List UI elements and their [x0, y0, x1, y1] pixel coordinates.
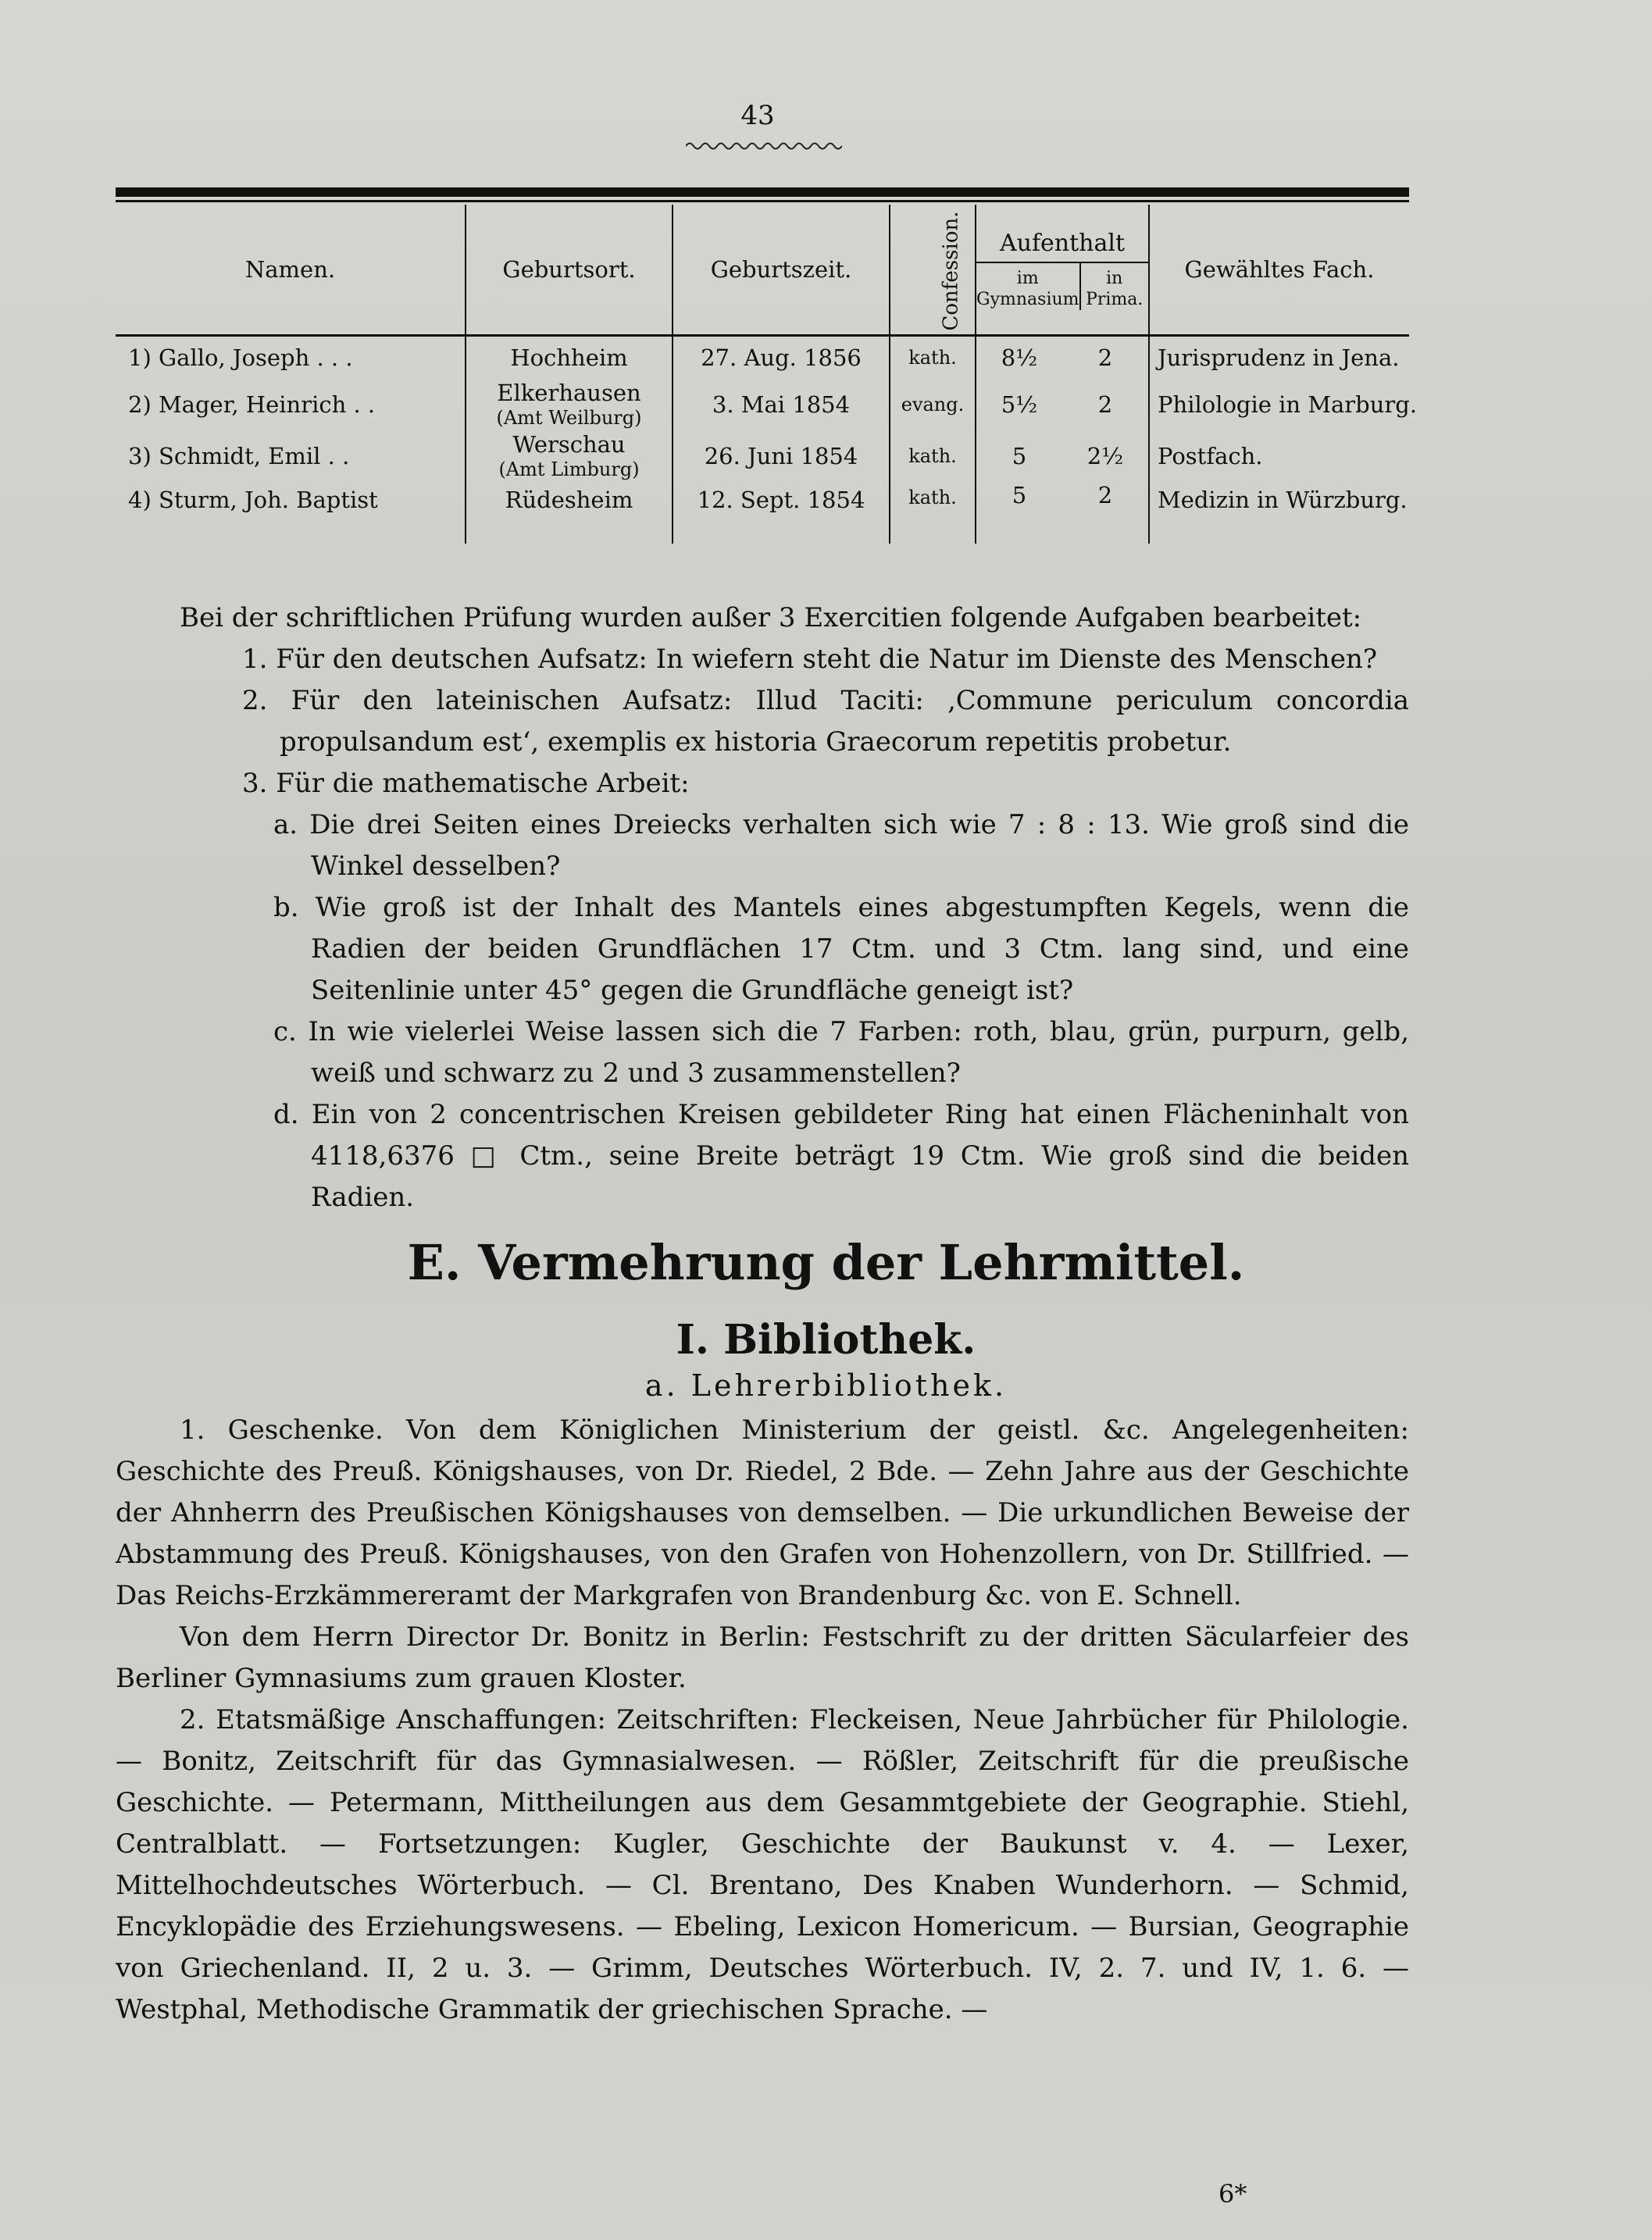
header-namen: Namen. — [116, 205, 466, 336]
header-in-prima: in Prima. — [1079, 263, 1148, 310]
cell-conf: kath. — [890, 482, 976, 544]
cell-prima: 2 — [1097, 344, 1113, 371]
table-top-rule-thin — [116, 200, 1409, 202]
exam-item-3d: d. Ein von 2 concentrischen Kreisen gebildeter Ring hat einen Flächeninhalt von 4118,6376 □ Ctm., seine Breite beträgt 19 Ctm. Wie groß sind die beiden Radien. — [273, 1099, 1409, 1213]
exam-item-3c: c. In wie vielerlei Weise lassen sich die 7 Farben: roth, blau, grün, purpurn, gelb, weiß und schwarz zu 2 und 3 zusammenstellen? — [273, 1016, 1409, 1089]
header-geburtszeit: Geburtszeit. — [673, 205, 890, 336]
cell-fach: Philologie in Marburg. — [1149, 379, 1409, 430]
cell-aufenthalt — [976, 482, 1149, 544]
cell-ort-main: Werschau — [512, 431, 626, 458]
cell-conf: kath. — [890, 336, 976, 380]
cell-prima: 2 — [1097, 482, 1113, 508]
cell-gym: 5 — [1012, 482, 1027, 508]
cell-ort — [466, 379, 673, 430]
table-top-rule — [116, 187, 1409, 197]
header-confession-text: Confession. — [939, 211, 963, 331]
cell-ort-main: Elkerhausen — [497, 380, 641, 406]
header-aufenthalt-label: Aufenthalt — [976, 230, 1148, 263]
cell-aufenthalt — [976, 430, 1149, 482]
cell-fach: Postfach. — [1149, 430, 1409, 482]
exam-item-3b: b. Wie groß ist der Inhalt des Mantels eines abgestumpften Kegels, wenn die Radien der beiden Grundflächen 17 Ctm. und 3 Ctm. lang sind, und eine Seitenlinie unter 45° gegen die Grundfläche geneigt ist? — [273, 892, 1409, 1006]
exam-item-1: 1. Für den deutschen Aufsatz: In wiefern steht die Natur im Dienste des Menschen? — [242, 644, 1378, 675]
exam-item-2: 2. Für den lateinischen Aufsatz: Illud Taciti: ‚Commune periculum concordia propulsandum est‘, exemplis ex historia Graecorum repetitis probetur. — [242, 685, 1409, 758]
table-row — [116, 482, 1409, 544]
cell-ort: Rüdesheim — [466, 482, 673, 544]
section-subsubheading: a. Lehrerbibliothek. — [644, 1368, 1008, 1403]
table-row — [116, 336, 1409, 380]
cell-aufenthalt — [976, 336, 1149, 380]
exam-section — [116, 597, 1409, 1218]
cell-name: 3) Schmidt, Emil . . — [128, 443, 350, 469]
library-para-2: Von dem Herrn Director Dr. Bonitz in Berlin: Festschrift zu der dritten Säcularfeier des Berliner Gymnasiums zum grauen Kloster. — [116, 1621, 1409, 1694]
cell-aufenthalt — [976, 379, 1149, 430]
library-para-3: 2. Etatsmäßige Anschaffungen: Zeitschriften: Fleckeisen, Neue Jahrbücher für Philologie. — Bonitz, Zeitschrift für das Gymnasialwesen. — Rößler, Zeitschrift für die preußische Geschichte. — Petermann, Mittheilungen aus dem Gesammtgebiete der Geographie. Stiehl, Centralblatt. — Fortsetzungen: Kugler, Geschichte der Baukunst v. 4. — Lexer, Mittelhochdeutsches Wörterbuch. — Cl. Brentano, Des Knaben Wunderhorn. — Schmid, Encyklopädie des Erziehungswesens. — Ebeling, Lexicon Homericum. — Bursian, Geographie von Griechenland. II, 2 u. 3. — Grimm, Deutsches Wörterbuch. IV, 2. 7. und IV, 1. 6. — Westphal, Methodische Grammatik der griechischen Sprache. — — [116, 1704, 1409, 2025]
cell-name: 1) Gallo, Joseph . . . — [128, 344, 353, 371]
header-gewaehltes-fach: Gewähltes Fach. — [1149, 205, 1409, 336]
ornament-squiggle — [686, 141, 842, 152]
cell-conf: kath. — [890, 430, 976, 482]
signature-mark: 6* — [1218, 2179, 1247, 2209]
table-header-row — [116, 205, 1409, 336]
cell-gym: 5½ — [1001, 391, 1038, 418]
graduates-table — [116, 205, 1418, 544]
section-subheading: I. Bibliothek. — [676, 1316, 976, 1364]
cell-zeit: 27. Aug. 1856 — [673, 336, 890, 380]
cell-conf: evang. — [890, 379, 976, 430]
header-confession — [890, 205, 976, 336]
cell-ort: Hochheim — [466, 336, 673, 380]
cell-ort-sub: (Amt Weilburg) — [496, 407, 642, 429]
section-heading: E. Vermehrung der Lehrmittel. — [407, 1234, 1245, 1291]
cell-fach: Medizin in Würzburg. — [1149, 482, 1409, 544]
cell-name: 2) Mager, Heinrich . . — [128, 391, 376, 418]
cell-gym: 5 — [1012, 443, 1027, 469]
table-row — [116, 379, 1409, 430]
cell-zeit: 26. Juni 1854 — [673, 430, 890, 482]
cell-fach: Jurisprudenz in Jena. — [1149, 336, 1409, 380]
table-row — [116, 430, 1409, 482]
cell-name: 4) Sturm, Joh. Baptist — [128, 487, 378, 513]
cell-ort — [466, 430, 673, 482]
exam-intro: Bei der schriftlichen Prüfung wurden außer 3 Exercitien folgende Aufgaben bearbeitet: — [180, 602, 1362, 633]
library-section — [116, 1410, 1409, 2031]
cell-zeit: 12. Sept. 1854 — [673, 482, 890, 544]
header-aufenthalt — [976, 205, 1149, 336]
cell-prima: 2½ — [1086, 443, 1124, 469]
cell-gym: 8½ — [1001, 344, 1038, 371]
page-number: 43 — [740, 100, 775, 131]
header-im-gymnasium: im Gymnasium — [976, 268, 1079, 309]
cell-zeit: 3. Mai 1854 — [673, 379, 890, 430]
header-geburtsort: Geburtsort. — [466, 205, 673, 336]
cell-prima: 2 — [1097, 391, 1113, 418]
exam-item-3a: a. Die drei Seiten eines Dreiecks verhalten sich wie 7 : 8 : 13. Wie groß sind die Winkel desselben? — [273, 809, 1409, 882]
library-para-1: 1. Geschenke. Von dem Königlichen Ministerium der geistl. &c. Angelegenheiten: Geschichte des Preuß. Königshauses, von Dr. Riedel, 2 Bde. — Zehn Jahre aus der Geschichte der Ahnherrn des Preußischen Königshauses von demselben. — Die urkundlichen Beweise der Abstammung des Preuß. Königshauses, von den Grafen von Hohenzollern, von Dr. Stillfried. — Das Reichs-Erzkämmereramt der Markgrafen von Brandenburg &c. von E. Schnell. — [116, 1414, 1409, 1611]
exam-item-3: 3. Für die mathematische Arbeit: — [242, 768, 690, 799]
cell-ort-sub: (Amt Limburg) — [498, 458, 640, 480]
